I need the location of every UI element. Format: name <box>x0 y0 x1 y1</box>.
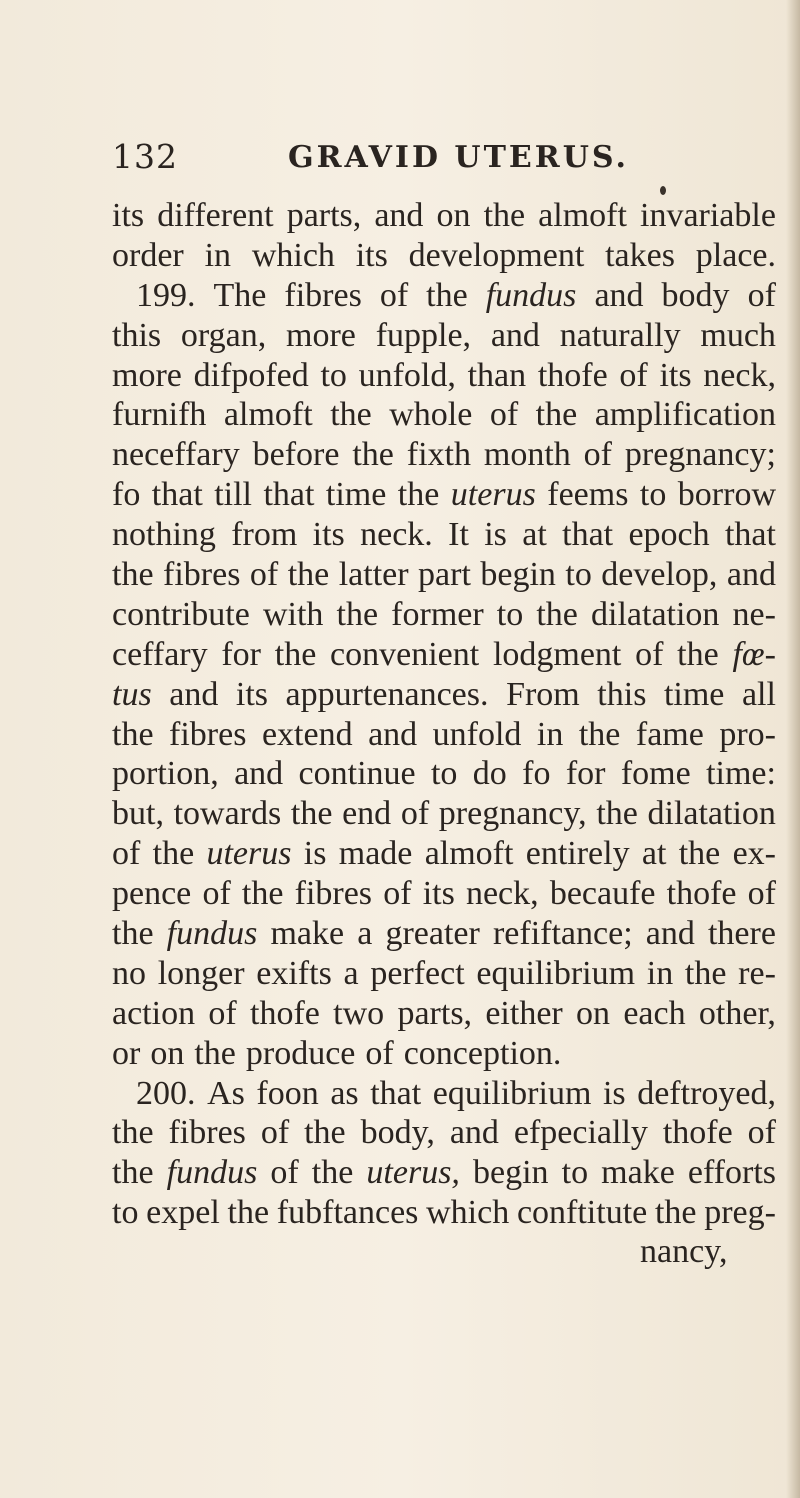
word: the <box>578 715 621 753</box>
word: develop, <box>601 556 718 594</box>
text-line <box>112 715 776 755</box>
text-line <box>112 1113 776 1153</box>
text-line <box>112 515 776 555</box>
word: ceffary <box>112 635 208 673</box>
word: neck, <box>703 356 776 394</box>
word: two <box>333 994 385 1032</box>
word: and <box>490 316 540 354</box>
word: is <box>303 835 327 873</box>
text-line <box>112 555 776 595</box>
text-line <box>112 994 776 1034</box>
word: conftitute <box>516 1194 648 1232</box>
word: that <box>151 476 203 514</box>
word: nothing <box>112 516 216 554</box>
word: portion, <box>112 755 219 793</box>
word: borrow <box>677 476 776 514</box>
word: in <box>536 715 564 753</box>
word: almoft <box>538 197 627 234</box>
word: the <box>535 396 578 434</box>
word: the <box>677 635 719 673</box>
word: the <box>290 795 333 833</box>
text-line <box>112 236 776 276</box>
word: fundus <box>166 915 258 953</box>
word: ne- <box>732 595 776 633</box>
word: thofe <box>537 356 608 394</box>
word: of <box>583 436 612 474</box>
word: fupple, <box>375 316 472 354</box>
word: latter <box>338 556 409 594</box>
word: its <box>312 516 345 554</box>
word: part <box>418 556 471 594</box>
ink-speck <box>660 186 666 195</box>
word: equilibrium <box>476 954 636 992</box>
word: but, <box>112 795 164 833</box>
word: refiftance; <box>492 915 633 953</box>
word: and <box>368 715 418 753</box>
text-line <box>112 635 776 675</box>
word: feems <box>547 476 629 514</box>
word: of <box>112 835 141 873</box>
word: of <box>747 875 776 913</box>
word: of <box>365 1034 394 1072</box>
word: as <box>330 1074 359 1112</box>
text-line <box>112 834 776 874</box>
word: to <box>639 476 667 514</box>
word: the <box>596 795 638 833</box>
word: dilatation <box>591 595 720 633</box>
word: end <box>342 795 392 833</box>
text-line <box>112 595 776 635</box>
word: of <box>260 1114 290 1152</box>
word: no <box>112 954 146 992</box>
word: to <box>320 356 347 394</box>
word: neceffary <box>112 436 240 474</box>
word: its <box>355 236 388 274</box>
word: either <box>485 994 563 1032</box>
word: different <box>157 197 274 234</box>
word: amplification <box>594 396 776 434</box>
word: the <box>112 915 154 953</box>
word: at <box>522 516 547 554</box>
word: thofe <box>666 875 737 913</box>
word: a <box>343 954 359 992</box>
word: tus <box>112 675 152 713</box>
word: lodgment <box>492 635 622 673</box>
text-line <box>112 1074 776 1114</box>
word: of <box>619 356 648 394</box>
word: fubftances <box>276 1194 419 1232</box>
word: longer <box>157 954 245 992</box>
word: its <box>659 356 692 394</box>
text-line <box>112 276 776 316</box>
word: at <box>641 835 667 873</box>
word: the <box>112 715 154 753</box>
word: the <box>397 476 440 514</box>
text-line <box>112 874 776 914</box>
text-line <box>112 1153 776 1193</box>
word: a <box>357 915 373 953</box>
word: on <box>150 1034 185 1072</box>
word: conception. <box>403 1034 562 1072</box>
word: for <box>565 755 606 793</box>
word: the <box>336 595 379 633</box>
word: fibres <box>169 715 247 753</box>
word: to <box>496 595 524 633</box>
word: entirely <box>525 835 630 873</box>
word: fo <box>112 476 141 514</box>
word: and <box>234 755 284 793</box>
word: all <box>741 675 776 713</box>
word: becaufe <box>549 875 656 913</box>
word: unfold, <box>358 356 456 394</box>
word: of <box>747 276 776 314</box>
word: begin <box>473 1154 549 1192</box>
word: convenient <box>330 635 480 673</box>
word: fundus <box>485 276 577 314</box>
text-line <box>112 435 776 475</box>
word: its <box>235 675 268 713</box>
word: naturally <box>559 316 681 354</box>
word: of <box>747 1114 776 1152</box>
word: the <box>152 835 195 873</box>
word: from <box>231 516 298 554</box>
word: that <box>724 516 776 554</box>
word: parts, <box>286 197 362 234</box>
word: almoft <box>424 835 514 873</box>
word: make <box>601 1154 675 1192</box>
word: uterus <box>450 476 536 514</box>
word: to <box>430 755 458 793</box>
running-head <box>112 137 672 181</box>
word: this <box>112 316 162 354</box>
word: on <box>436 197 471 234</box>
word: fame <box>635 715 704 753</box>
word: invariable <box>640 197 776 234</box>
word: or <box>112 1034 141 1072</box>
word: each <box>623 994 686 1032</box>
word: the <box>352 436 394 474</box>
word: of <box>202 875 231 913</box>
word: pence <box>112 875 192 913</box>
word: time <box>325 476 387 514</box>
word: It <box>448 516 469 554</box>
word: the <box>678 835 721 873</box>
body-text <box>112 196 776 1233</box>
word: more <box>112 356 182 394</box>
word: perfect <box>370 954 465 992</box>
word: for <box>221 635 262 673</box>
text-line <box>112 356 776 396</box>
word: appurtenances. <box>285 675 489 713</box>
word: that <box>263 476 315 514</box>
word: neck, <box>465 875 539 913</box>
word: former <box>391 595 484 633</box>
word: fibres <box>168 1114 246 1152</box>
word: thofe <box>662 1114 733 1152</box>
word: the <box>330 396 372 434</box>
text-line <box>112 196 776 236</box>
word: place. <box>695 236 776 274</box>
word: in <box>204 236 232 274</box>
word: which <box>251 236 335 274</box>
running-title: GRAVID UTERUS. <box>288 140 629 175</box>
word: made <box>338 835 413 873</box>
word: unfold <box>432 715 522 753</box>
word: parts, <box>397 994 473 1032</box>
word: and <box>645 915 695 953</box>
word: the <box>287 556 330 594</box>
word: of <box>383 875 412 913</box>
word: the <box>112 556 154 594</box>
word: of <box>249 556 279 594</box>
word: before <box>252 436 340 474</box>
word: towards <box>173 795 282 833</box>
word: uterus <box>206 835 292 873</box>
word: pregnancy; <box>624 436 776 474</box>
word: the <box>304 1114 346 1152</box>
word: fome <box>620 755 691 793</box>
word: in <box>646 954 674 992</box>
text-line <box>112 954 776 994</box>
word: that <box>562 516 614 554</box>
word: is <box>484 516 507 554</box>
word: As <box>207 1074 245 1112</box>
word: there <box>707 915 776 953</box>
word: month <box>483 436 571 474</box>
word: furnifh <box>112 396 207 434</box>
word: fœ- <box>732 635 776 673</box>
word: to <box>565 556 592 594</box>
catchword: nancy, <box>640 1233 728 1270</box>
word: on <box>576 994 611 1032</box>
word: fixth <box>406 436 471 474</box>
word: and <box>169 675 219 713</box>
word: the <box>112 1154 154 1192</box>
word: the <box>536 595 578 633</box>
text-line <box>112 1034 776 1074</box>
word: with <box>262 595 324 633</box>
text-line <box>112 316 776 356</box>
word: thofe <box>250 994 320 1032</box>
word: From <box>506 675 580 713</box>
word: of <box>270 1154 299 1192</box>
word: of <box>400 795 430 833</box>
word: neck. <box>360 516 433 554</box>
word: the <box>654 1194 697 1232</box>
word: till <box>214 476 253 514</box>
word: of <box>379 276 409 314</box>
word: order <box>112 236 184 274</box>
word: uterus, <box>366 1154 460 1192</box>
word: extend <box>261 715 353 753</box>
word: almoft <box>223 396 313 434</box>
word: difpofed <box>193 356 309 394</box>
word: fibres <box>284 276 362 314</box>
page-number: 132 <box>112 137 178 176</box>
text-line <box>112 754 776 794</box>
word: efforts <box>687 1154 776 1192</box>
word: much <box>700 316 776 354</box>
text-line <box>112 675 776 715</box>
word: the <box>112 1114 154 1152</box>
text-line <box>112 794 776 834</box>
word: exifts <box>256 954 332 992</box>
word: and <box>449 1114 499 1152</box>
word: is <box>602 1074 626 1112</box>
word: fibres <box>163 556 241 594</box>
word: time: <box>706 755 776 793</box>
word: produce <box>245 1034 356 1072</box>
word: continue <box>298 755 416 793</box>
word: other, <box>698 994 776 1032</box>
word: which <box>426 1194 510 1232</box>
word: 199. <box>136 276 196 314</box>
word: the <box>241 875 284 913</box>
word: the <box>483 197 526 234</box>
word: the <box>274 635 317 673</box>
word: to <box>561 1154 589 1192</box>
word: the <box>426 276 468 314</box>
word: of <box>635 635 664 673</box>
word: and <box>726 556 776 594</box>
word: do <box>472 755 507 793</box>
word: and <box>374 197 424 234</box>
word: 200. <box>136 1074 196 1112</box>
word: whole <box>389 396 473 434</box>
word: begin <box>480 556 556 594</box>
word: body <box>661 276 730 314</box>
word: dilatation <box>647 795 776 833</box>
word: greater <box>385 915 480 953</box>
word: fo <box>522 755 551 793</box>
word: organ, <box>180 316 267 354</box>
word: the <box>311 1154 354 1192</box>
word: expel <box>146 1194 220 1232</box>
word: to <box>112 1194 139 1232</box>
word: the <box>684 954 727 992</box>
word: and <box>594 276 644 314</box>
word: that <box>370 1074 422 1112</box>
word: more <box>286 316 356 354</box>
word: preg- <box>704 1194 776 1232</box>
word: deftroyed, <box>637 1074 776 1112</box>
word: pregnancy, <box>438 795 587 833</box>
word: make <box>270 915 345 953</box>
text-line <box>112 1193 776 1233</box>
word: development <box>408 236 585 274</box>
word: equilibrium <box>432 1074 592 1112</box>
word: fundus <box>166 1154 258 1192</box>
word: pro- <box>719 715 776 753</box>
word: efpecially <box>513 1114 648 1152</box>
word: The <box>213 276 267 314</box>
word: re- <box>738 954 776 992</box>
word: its <box>422 875 455 913</box>
text-line <box>112 914 776 954</box>
word: this <box>597 675 647 713</box>
word: contribute <box>112 595 250 633</box>
word: time <box>663 675 725 713</box>
word: the <box>194 1034 236 1072</box>
word: action <box>112 994 196 1032</box>
word: fibres <box>294 875 373 913</box>
word: body, <box>360 1114 435 1152</box>
word: takes <box>605 236 675 274</box>
word: ex- <box>732 835 776 873</box>
word: of <box>489 396 519 434</box>
word: epoch <box>628 516 710 554</box>
text-line <box>112 395 776 435</box>
page-edge-shadow <box>786 0 800 1498</box>
word: of <box>208 994 237 1032</box>
word: than <box>467 356 527 394</box>
word: its <box>112 197 145 234</box>
word: the <box>227 1194 270 1232</box>
word: foon <box>256 1074 319 1112</box>
text-line <box>112 475 776 515</box>
